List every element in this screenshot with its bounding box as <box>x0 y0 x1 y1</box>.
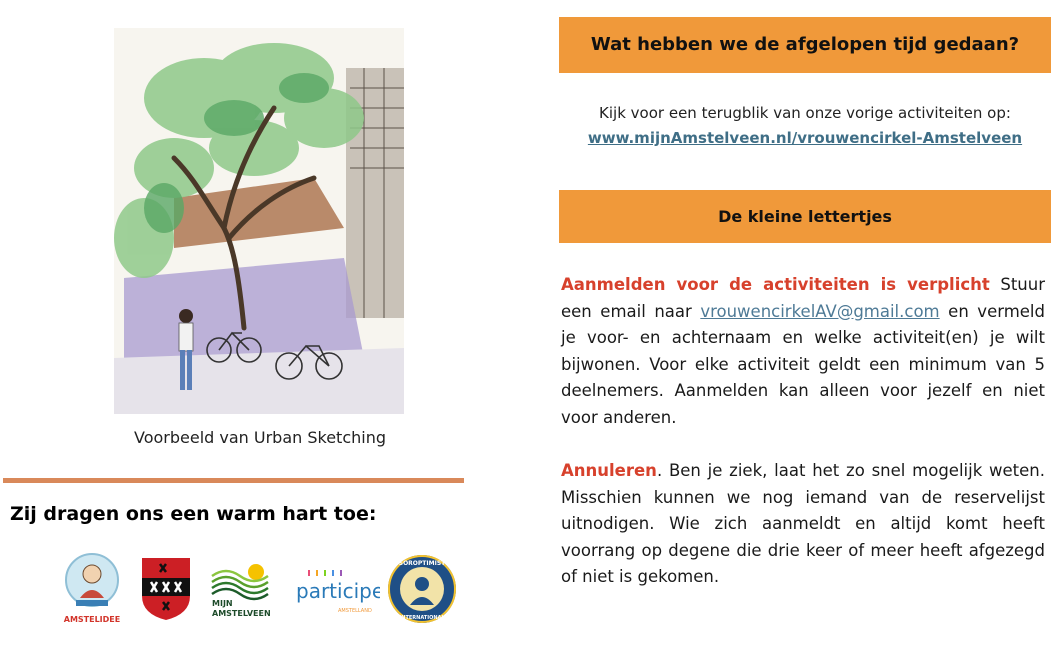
mijn-wordmark-line1: MIJN <box>212 599 233 608</box>
intro-block <box>559 101 1051 151</box>
registration-text-a: Stuur een email naar <box>561 275 1045 321</box>
soroptimist-logo[interactable] <box>386 553 458 625</box>
activities-link[interactable]: www.mijnAmstelveen.nl/vrouwencirkel-Amstelveen <box>587 129 1023 147</box>
participe-logo[interactable] <box>294 566 380 618</box>
supporters-heading: Zij dragen ons een warm hart toe: <box>10 503 377 525</box>
cancellation-text: . Ben je ziek, laat het zo snel mogelijk weten. Misschien kunnen we nog iemand van de reservelijst uitnodigen. Wie zich aanmeldt en altijd komt heeft voorrang op degene die drie keer of meer heeft afgezegd of niet is gekomen. <box>561 461 1045 586</box>
registration-lead: Aanmelden voor de activiteiten is verplicht <box>561 275 990 294</box>
registration-text-b: en vermeld je voor- en achternaam en welke activiteit(en) je wilt bijwonen. Voor elke activiteit geldt een minimum van 5 deelnemers. Aanmelden kan alleen voor jezelf en niet voor anderen. <box>561 301 1045 427</box>
participe-subtitle: AMSTELLAND <box>338 608 372 614</box>
intro-text: Kijk voor een terugblik van onze vorige activiteiten op: <box>599 104 1011 122</box>
mijn-wordmark-line2: AMSTELVEEN <box>212 609 271 618</box>
soroptimist-bottom-text: INTERNATIONAL <box>399 615 445 621</box>
mijn-amstelveen-logo[interactable] <box>208 560 274 620</box>
urban-sketch-image <box>114 28 404 414</box>
cancellation-lead: Annuleren <box>561 461 657 480</box>
section-heading-recent-activities: Wat hebben we de afgelopen tijd gedaan? <box>559 17 1051 73</box>
section-heading-fine-print: De kleine lettertjes <box>559 190 1051 243</box>
amstelidee-logo[interactable] <box>62 552 122 626</box>
section-divider <box>3 478 464 483</box>
email-link[interactable]: vrouwencirkelAV@gmail.com <box>700 301 940 321</box>
participe-wordmark: participe <box>296 579 380 603</box>
soroptimist-top-text: SOROPTIMIST <box>398 560 446 567</box>
cancellation-paragraph <box>561 458 1045 591</box>
amsterdam-shield-logo[interactable] <box>140 556 192 622</box>
amstelidee-wordmark: AMSTELIDEE <box>63 615 121 624</box>
registration-paragraph <box>561 272 1045 431</box>
image-caption: Voorbeeld van Urban Sketching <box>133 428 386 447</box>
